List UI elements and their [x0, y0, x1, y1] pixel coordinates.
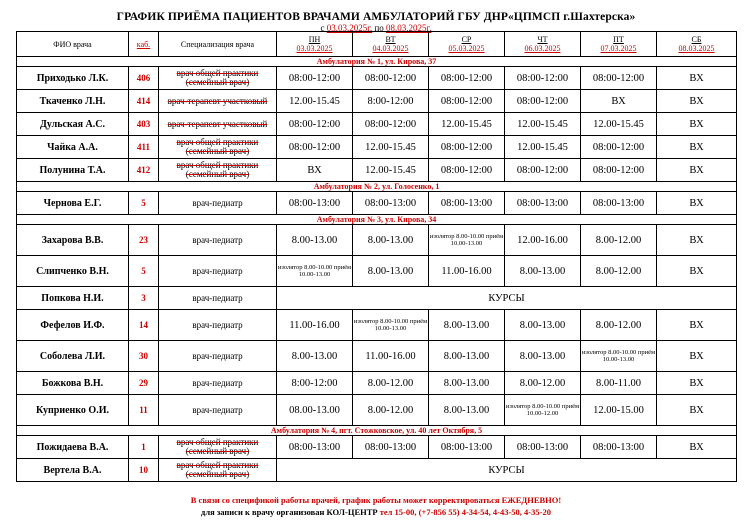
specialization: врач-терапевт участковый	[159, 90, 277, 113]
doctor-name: Пожидаева В.А.	[17, 436, 129, 459]
schedule-cell: ВХ	[581, 90, 657, 113]
schedule-cell: изолятор 8.00-10.00 приём 10.00-13.00	[581, 341, 657, 372]
schedule-cell: 08:00-13:00	[353, 436, 429, 459]
schedule-cell: 8.00-12.00	[581, 310, 657, 341]
schedule-cell: 12.00-15.45	[505, 136, 581, 159]
header-day-date: 06.03.2025	[524, 44, 561, 53]
doctor-name: Захарова В.В.	[17, 225, 129, 256]
doctor-row	[17, 436, 737, 459]
schedule-cell: 8.00-13.00	[429, 372, 505, 395]
schedule-cell: 12.00-15.00	[581, 395, 657, 426]
schedule-cell: изолятор 8.00-10.00 приём 10.00-13.00	[429, 225, 505, 256]
specialization: врач-педиатр	[159, 395, 277, 426]
schedule-cell: 08:00-12:00	[581, 67, 657, 90]
header-day-date: 03.03.2025	[296, 44, 333, 53]
page-title: ГРАФИК ПРИЁМА ПАЦИЕНТОВ ВРАЧАМИ АМБУЛАТОРИЙ ГБУ ДНР«ЦПМСП г.Шахтерска»	[116, 11, 636, 23]
schedule-cell: 8.00-13.00	[429, 341, 505, 372]
specialization: врач-педиатр	[159, 256, 277, 287]
period-from-label: с	[320, 23, 325, 33]
schedule-cell: ВХ	[657, 256, 737, 287]
schedule-cell: 08:00-12:00	[429, 90, 505, 113]
schedule-cell: ВХ	[657, 395, 737, 426]
specialization: врач общей практики (семейный врач)	[159, 459, 277, 482]
section-row	[17, 426, 737, 436]
header-name: ФИО врача	[17, 32, 129, 57]
specialization: врач-педиатр	[159, 372, 277, 395]
specialization: врач-педиатр	[159, 192, 277, 215]
schedule-cell: 08:00-13:00	[277, 436, 353, 459]
schedule-cell: 8.00-12.00	[581, 225, 657, 256]
specialization: врач общей практики (семейный врач)	[159, 436, 277, 459]
schedule-cell: 8.00-12.00	[505, 372, 581, 395]
schedule-cell: 08:00-13:00	[353, 192, 429, 215]
schedule-cell: ВХ	[657, 341, 737, 372]
specialization: врач-педиатр	[159, 341, 277, 372]
doctor-row	[17, 113, 737, 136]
schedule-cell: 08:00-13:00	[505, 436, 581, 459]
doctor-name: Соболева Л.И.	[17, 341, 129, 372]
header-cab: каб.	[129, 32, 159, 57]
header-day	[429, 32, 505, 57]
courses-cell: КУРСЫ	[277, 459, 737, 482]
callcenter-phones: тел 15-00, (+7-856 55) 4-34-54, 4-43-50, 4-35-20	[379, 507, 551, 517]
header-day-name: СБ	[691, 35, 702, 44]
doctor-name: Ткаченко Л.Н.	[17, 90, 129, 113]
schedule-cell: 08:00-12:00	[353, 67, 429, 90]
cabinet-number: 414	[129, 90, 159, 113]
section-title: Амбулатория № 3, ул. Кирова, 34	[17, 215, 737, 225]
cabinet-number: 403	[129, 113, 159, 136]
schedule-cell: 8.00-13.00	[505, 256, 581, 287]
header-day	[353, 32, 429, 57]
section-row	[17, 57, 737, 67]
cabinet-number: 3	[129, 287, 159, 310]
doctor-row	[17, 90, 737, 113]
doctor-row	[17, 256, 737, 287]
schedule-cell: 12.00-15.45	[277, 90, 353, 113]
schedule-cell: изолятор 8.00-10.00 приём 10.00-12.00	[505, 395, 581, 426]
schedule-cell: 11.00-16.00	[277, 310, 353, 341]
cabinet-number: 5	[129, 256, 159, 287]
cabinet-number: 23	[129, 225, 159, 256]
schedule-cell: ВХ	[657, 310, 737, 341]
schedule-cell: изолятор 8.00-10.00 приём 10.00-13.00	[353, 310, 429, 341]
schedule-cell: 8.00-13.00	[277, 341, 353, 372]
cabinet-number: 406	[129, 67, 159, 90]
header-day-name: СР	[461, 35, 472, 44]
header-day	[277, 32, 353, 57]
doctor-name: Полунина Т.А.	[17, 159, 129, 182]
specialization: врач общей практики (семейный врач)	[159, 159, 277, 182]
doctor-row	[17, 372, 737, 395]
schedule-cell: 8.00-13.00	[505, 341, 581, 372]
schedule-cell: 12.00-15.45	[429, 113, 505, 136]
schedule-cell: 08:00-12:00	[277, 67, 353, 90]
schedule-cell: ВХ	[657, 192, 737, 215]
header-day-date: 05.03.2025	[448, 44, 485, 53]
cabinet-number: 30	[129, 341, 159, 372]
specialization: врач-педиатр	[159, 287, 277, 310]
schedule-cell: 8.00-13.00	[353, 256, 429, 287]
schedule-cell: 8.00-12.00	[581, 256, 657, 287]
schedule-cell: 08:00-12:00	[429, 136, 505, 159]
schedule-cell: 8.00-13.00	[353, 225, 429, 256]
header-day-date: 07.03.2025	[600, 44, 637, 53]
schedule-cell: 8.00-12.00	[353, 395, 429, 426]
section-row	[17, 182, 737, 192]
callcenter-label: для записи к врачу организован КОЛ-ЦЕНТР	[201, 507, 378, 517]
doctor-name: Фефелов И.Ф.	[17, 310, 129, 341]
period-to-label: по	[374, 23, 384, 33]
header-day-date: 04.03.2025	[372, 44, 409, 53]
schedule-cell: 8:00-12:00	[277, 372, 353, 395]
cabinet-number: 1	[129, 436, 159, 459]
schedule-cell: 08:00-13:00	[277, 192, 353, 215]
schedule-cell: ВХ	[657, 136, 737, 159]
header-day-name: ПН	[308, 35, 321, 44]
period-to: 08.03.2025г.	[386, 23, 432, 33]
doctor-row	[17, 67, 737, 90]
doctor-name: Чайка А.А.	[17, 136, 129, 159]
doctor-name: Приходько Л.К.	[17, 67, 129, 90]
schedule-cell: 08:00-12:00	[353, 113, 429, 136]
header-day-name: ПТ	[613, 35, 624, 44]
cabinet-number: 412	[129, 159, 159, 182]
schedule-cell: 8:00-12:00	[353, 90, 429, 113]
schedule-cell: 08:00-13:00	[429, 436, 505, 459]
cabinet-number: 411	[129, 136, 159, 159]
warning-note: В связи со спецификой работы врачей, график работы может корректироваться ЕЖЕДНЕВНО!	[190, 495, 562, 505]
schedule-cell: 8.00-11.00	[581, 372, 657, 395]
schedule-cell: 08:00-12:00	[277, 136, 353, 159]
doctor-name: Вертела В.А.	[17, 459, 129, 482]
doctor-name: Божкова В.Н.	[17, 372, 129, 395]
header-day-name: ЧТ	[537, 35, 548, 44]
schedule-cell: 08:00-13:00	[505, 192, 581, 215]
header-day	[505, 32, 581, 57]
doctor-row	[17, 225, 737, 256]
schedule-cell: 08:00-12:00	[505, 159, 581, 182]
schedule-cell: 11.00-16.00	[429, 256, 505, 287]
schedule-cell: 08:00-12:00	[429, 67, 505, 90]
schedule-cell: 11.00-16.00	[353, 341, 429, 372]
schedule-cell: ВХ	[657, 90, 737, 113]
period-from: 03.03.2025г.	[326, 23, 373, 33]
schedule-cell: 8.00-13.00	[505, 310, 581, 341]
doctor-name: Слипченко В.Н.	[17, 256, 129, 287]
section-title: Амбулатория № 4, пгт. Стожковское, ул. 40 лет Октября, 5	[17, 426, 737, 436]
schedule-cell: 12.00-15.45	[505, 113, 581, 136]
schedule-cell: 12.00-15.45	[581, 113, 657, 136]
specialization: врач-педиатр	[159, 225, 277, 256]
cabinet-number: 10	[129, 459, 159, 482]
callcenter-note	[0, 507, 752, 517]
doctor-row	[17, 395, 737, 426]
schedule-table	[16, 31, 737, 482]
courses-cell: КУРСЫ	[277, 287, 737, 310]
schedule-cell: 12.00-15.45	[353, 159, 429, 182]
section-title: Амбулатория № 2, ул. Голосенко, 1	[17, 182, 737, 192]
schedule-cell: 08:00-12:00	[581, 159, 657, 182]
schedule-cell: 12.00-16.00	[505, 225, 581, 256]
schedule-cell: 08:00-12:00	[429, 159, 505, 182]
doctor-row	[17, 341, 737, 372]
specialization: врач-терапевт участковый	[159, 113, 277, 136]
section-row	[17, 215, 737, 225]
schedule-cell: ВХ	[657, 159, 737, 182]
cabinet-number: 14	[129, 310, 159, 341]
schedule-cell: ВХ	[657, 113, 737, 136]
schedule-cell: 8.00-13.00	[429, 395, 505, 426]
doctor-name: Чернова Е.Г.	[17, 192, 129, 215]
schedule-cell: 08:00-12:00	[581, 136, 657, 159]
schedule-cell: ВХ	[657, 225, 737, 256]
cabinet-number: 11	[129, 395, 159, 426]
header-row	[17, 32, 737, 57]
section-title: Амбулатория № 1, ул. Кирова, 37	[17, 57, 737, 67]
schedule-cell: 08:00-13:00	[581, 192, 657, 215]
doctor-row	[17, 159, 737, 182]
schedule-cell: изолятор 8.00-10.00 приём 10.00-13.00	[277, 256, 353, 287]
cabinet-number: 5	[129, 192, 159, 215]
specialization: врач общей практики (семейный врач)	[159, 136, 277, 159]
header-spec: Специализация врача	[159, 32, 277, 57]
doctor-name: Дульская А.С.	[17, 113, 129, 136]
schedule-cell: 12.00-15.45	[353, 136, 429, 159]
doctor-row	[17, 136, 737, 159]
doctor-row	[17, 192, 737, 215]
header-day-name: ВТ	[385, 35, 396, 44]
header-day	[581, 32, 657, 57]
doctor-row	[17, 459, 737, 482]
schedule-cell: 08:00-12:00	[505, 90, 581, 113]
schedule-cell: 08:00-12:00	[277, 113, 353, 136]
doctor-name: Попкова Н.И.	[17, 287, 129, 310]
doctor-name: Куприенко О.И.	[17, 395, 129, 426]
specialization: врач-педиатр	[159, 310, 277, 341]
schedule-cell: 08:00-12:00	[505, 67, 581, 90]
schedule-cell: ВХ	[657, 436, 737, 459]
specialization: врач общей практики (семейный врач)	[159, 67, 277, 90]
schedule-cell: 8.00-13.00	[277, 225, 353, 256]
schedule-cell: 8.00-13.00	[429, 310, 505, 341]
doctor-row	[17, 310, 737, 341]
schedule-cell: 8.00-12.00	[353, 372, 429, 395]
header-day	[657, 32, 737, 57]
schedule-cell: ВХ	[657, 67, 737, 90]
schedule-cell: 08.00-13.00	[277, 395, 353, 426]
header-day-date: 08.03.2025	[678, 44, 715, 53]
schedule-cell: ВХ	[277, 159, 353, 182]
doctor-row	[17, 287, 737, 310]
schedule-cell: 08:00-13:00	[581, 436, 657, 459]
schedule-cell: ВХ	[657, 372, 737, 395]
schedule-cell: 08:00-13:00	[429, 192, 505, 215]
cabinet-number: 29	[129, 372, 159, 395]
